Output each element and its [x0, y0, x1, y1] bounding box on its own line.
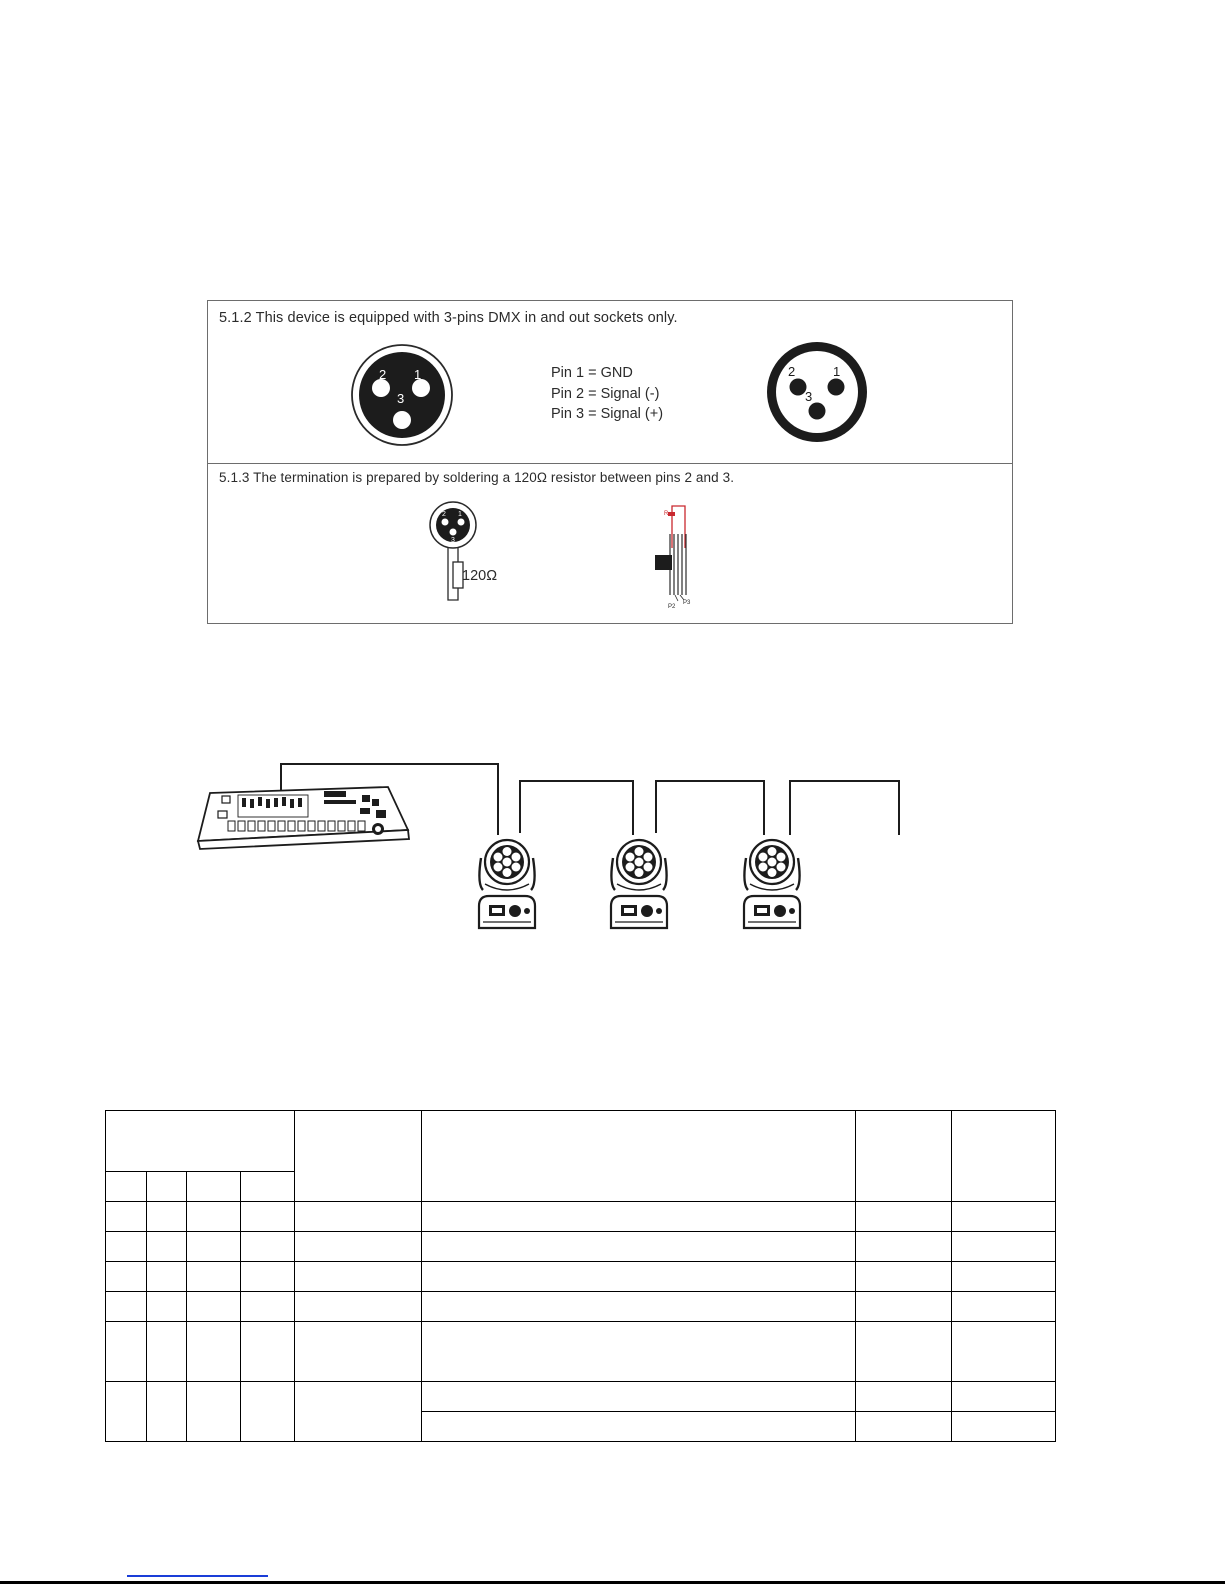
pin-header-resistor-diagram [655, 500, 715, 616]
male-pin-1-label: 1 [414, 367, 422, 382]
dmx-cable-4 [790, 781, 899, 835]
header-resistor-label: R [664, 511, 669, 517]
resistor-value-label: 120Ω [462, 568, 498, 584]
header-pin-p2-label: P2 [668, 604, 676, 610]
table-row [106, 1262, 1056, 1292]
male-pin-2-label: 2 [379, 367, 387, 382]
mode-subheader-cell [106, 1172, 147, 1202]
connector-info-panel [207, 300, 1013, 624]
female-pin-1-label: 1 [833, 364, 841, 379]
header-housing [655, 555, 672, 570]
moving-head-fixture-3 [744, 840, 800, 928]
mode-header-cell [106, 1111, 295, 1172]
section-5-1-3-heading: 5.1.3 The termination is prepared by soldering a 120Ω resistor between pins 2 and 3. [219, 470, 735, 485]
dmx-chain-diagram [190, 755, 910, 945]
dmx-channel-table [105, 1110, 1056, 1442]
mode-subheader-cell [187, 1172, 241, 1202]
dmx-cable-3 [656, 781, 764, 835]
pin-assignment-list [551, 363, 663, 425]
table-row [106, 1232, 1056, 1262]
plug-pin-3-label: 3 [451, 537, 455, 544]
table-row [106, 1382, 1056, 1412]
page-bottom-rule [0, 1581, 1225, 1584]
dmx-controller-console [198, 787, 409, 849]
header-pin-p3-label: P3 [683, 600, 691, 606]
table-row [106, 1292, 1056, 1322]
footer-link-underline[interactable] [127, 1575, 268, 1577]
moving-head-fixture-2 [611, 840, 667, 928]
description-header-cell [422, 1111, 856, 1202]
pin-2-label: Pin 2 = Signal (-) [551, 385, 660, 402]
male-pin-3-label: 3 [397, 391, 405, 406]
plug-pin-2-label: 2 [442, 511, 446, 518]
header-resistor-body [668, 512, 675, 516]
table-row [106, 1322, 1056, 1382]
mode-subheader-cell [241, 1172, 295, 1202]
default-header-cell [952, 1111, 1056, 1202]
termination-plug-diagram [430, 502, 490, 612]
moving-head-fixture-1 [479, 840, 535, 928]
plug-pin-1-label: 1 [458, 511, 462, 518]
section-5-1-2-heading: 5.1.2 This device is equipped with 3-pins DMX in and out sockets only. [219, 310, 678, 326]
function-header-cell [295, 1111, 422, 1202]
female-pin-2-label: 2 [788, 364, 796, 379]
female-pin-3-label: 3 [805, 389, 813, 404]
pin-3-label: Pin 3 = Signal (+) [551, 406, 664, 422]
xlr-female-connector-diagram [765, 340, 869, 444]
panel-divider [208, 463, 1012, 464]
pin-1-label: Pin 1 = GND [551, 365, 633, 381]
value-header-cell [856, 1111, 952, 1202]
xlr-male-connector-diagram [350, 343, 454, 447]
table-header-row [106, 1111, 1056, 1172]
dmx-cable-2 [520, 781, 633, 835]
mode-subheader-cell [147, 1172, 187, 1202]
table-row [106, 1202, 1056, 1232]
